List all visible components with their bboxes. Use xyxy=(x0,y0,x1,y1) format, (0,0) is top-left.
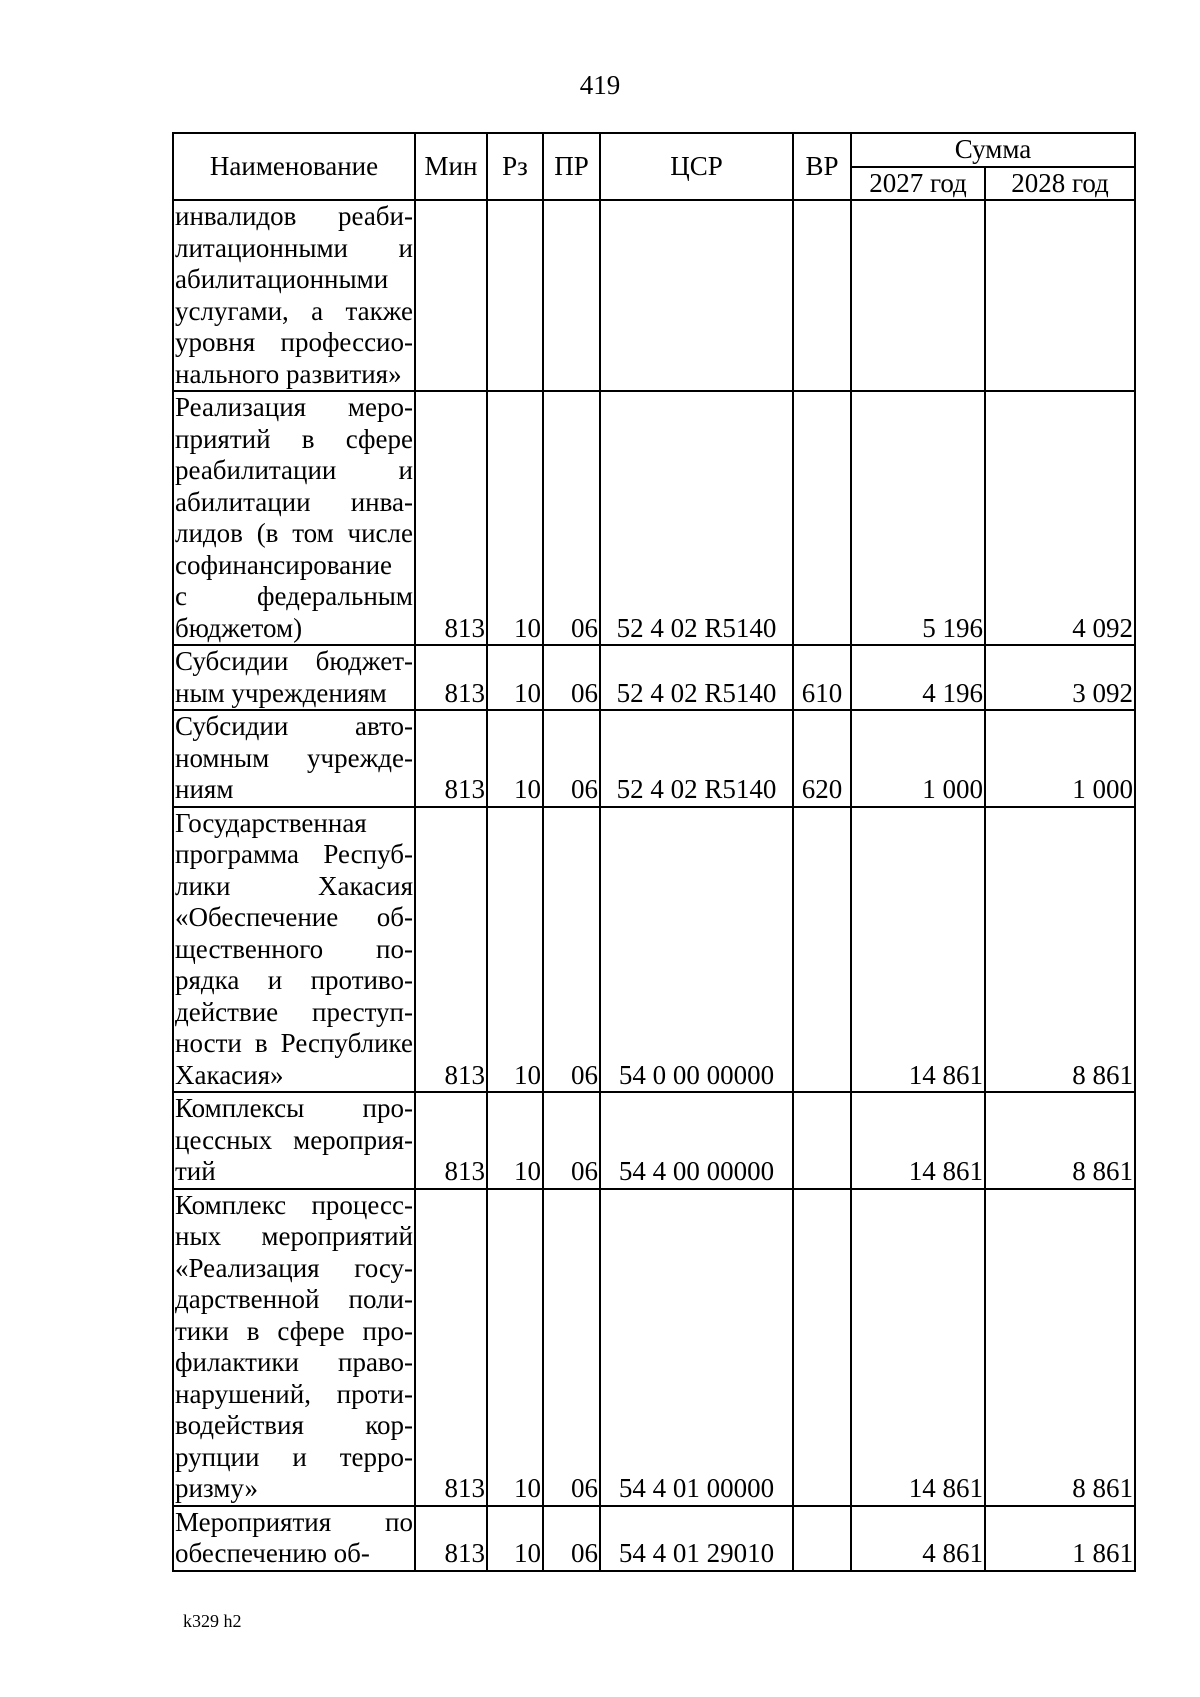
row-vr xyxy=(793,1506,851,1571)
row-name-line: с федеральным xyxy=(175,581,413,611)
row-pr: 06 xyxy=(543,645,600,710)
row-name xyxy=(173,391,415,645)
row-pr xyxy=(543,200,600,391)
header-year-2027: 2027 год xyxy=(851,167,985,201)
row-rz: 10 xyxy=(487,807,543,1093)
row-name-line: приятий в сфере xyxy=(175,423,413,454)
row-sum-2028: 8 861 xyxy=(985,1189,1135,1506)
row-name-line: нарушений, проти- xyxy=(175,1378,413,1409)
row-pr: 06 xyxy=(543,1189,600,1506)
table-row xyxy=(173,1189,1135,1506)
row-name-line: литационными и xyxy=(175,232,413,263)
row-vr xyxy=(793,1092,851,1189)
row-vr xyxy=(793,200,851,391)
row-sum-2027: 4 861 xyxy=(851,1506,985,1571)
row-pr: 06 xyxy=(543,391,600,645)
table-row xyxy=(173,645,1135,710)
header-sum: Сумма xyxy=(851,133,1135,167)
row-csr: 52 4 02 R5140 xyxy=(600,391,793,645)
row-name xyxy=(173,1092,415,1189)
row-vr xyxy=(793,807,851,1093)
row-vr xyxy=(793,1189,851,1506)
row-name xyxy=(173,807,415,1093)
row-sum-2028: 1 861 xyxy=(985,1506,1135,1571)
row-min: 813 xyxy=(415,391,487,645)
row-name xyxy=(173,645,415,710)
row-name-line: Реализация меро- xyxy=(175,392,413,422)
row-name-line: услугами, а также xyxy=(175,295,413,326)
table-row xyxy=(173,391,1135,645)
row-csr xyxy=(600,200,793,391)
row-sum-2028 xyxy=(985,200,1135,391)
row-csr: 54 4 01 00000 xyxy=(600,1189,793,1506)
row-name-line: Субсидии авто- xyxy=(175,711,413,741)
row-name-line: софинансирование xyxy=(175,549,393,580)
row-min: 813 xyxy=(415,1506,487,1571)
row-name-line: «Обеспечение об- xyxy=(175,902,413,932)
row-name-line: тики в сфере про- xyxy=(175,1315,413,1346)
row-name xyxy=(173,1506,415,1571)
row-name-line: дарственной поли- xyxy=(175,1284,413,1314)
row-rz: 10 xyxy=(487,710,543,807)
row-pr: 06 xyxy=(543,1092,600,1189)
row-csr: 52 4 02 R5140 xyxy=(600,710,793,807)
row-name-line: ным учреждениям xyxy=(175,677,387,708)
row-rz: 10 xyxy=(487,1506,543,1571)
row-name-line: ных мероприятий xyxy=(175,1221,413,1251)
row-name xyxy=(173,710,415,807)
header-row xyxy=(173,133,1135,167)
row-name xyxy=(173,200,415,391)
row-min: 813 xyxy=(415,710,487,807)
row-sum-2028: 8 861 xyxy=(985,1092,1135,1189)
row-sum-2028: 3 092 xyxy=(985,645,1135,710)
row-name-line: Комплексы про- xyxy=(175,1093,413,1123)
row-sum-2027: 4 196 xyxy=(851,645,985,710)
row-name-line: водействия кор- xyxy=(175,1410,413,1440)
row-name-line: программа Респуб- xyxy=(175,839,413,869)
row-name-line: тий xyxy=(175,1156,216,1186)
table-row xyxy=(173,1506,1135,1571)
row-min: 813 xyxy=(415,807,487,1093)
header-vr: ВР xyxy=(793,133,851,200)
row-name-line: ризму» xyxy=(175,1473,258,1503)
row-name-line: действие преступ- xyxy=(175,996,413,1027)
row-sum-2027: 14 861 xyxy=(851,807,985,1093)
table-row xyxy=(173,807,1135,1093)
row-sum-2028: 4 092 xyxy=(985,391,1135,645)
row-name-line: инвалидов реаби- xyxy=(175,201,413,231)
table-row xyxy=(173,200,1135,391)
table-body xyxy=(173,200,1135,1571)
row-name-line: лики Хакасия xyxy=(175,870,413,901)
row-sum-2027: 14 861 xyxy=(851,1189,985,1506)
row-min: 813 xyxy=(415,1189,487,1506)
row-csr: 54 4 00 00000 xyxy=(600,1092,793,1189)
row-name-line: Субсидии бюджет- xyxy=(175,646,413,676)
row-name-line: Мероприятия по xyxy=(175,1506,413,1537)
row-min: 813 xyxy=(415,645,487,710)
header-pr: ПР xyxy=(543,133,600,200)
page-number: 419 xyxy=(579,70,621,100)
row-pr: 06 xyxy=(543,1506,600,1571)
row-vr xyxy=(793,391,851,645)
row-name-line: лидов (в том числе xyxy=(175,518,413,548)
row-sum-2027 xyxy=(851,200,985,391)
header-rz: Рз xyxy=(487,133,543,200)
row-sum-2027: 1 000 xyxy=(851,710,985,807)
row-rz: 10 xyxy=(487,645,543,710)
table-row xyxy=(173,710,1135,807)
row-name-line: нального развития» xyxy=(175,358,402,389)
table-row xyxy=(173,1092,1135,1189)
header-name: Наименование xyxy=(173,133,415,200)
row-name-line: реабилитации и xyxy=(175,455,413,485)
row-vr: 620 xyxy=(793,710,851,807)
row-name-line: «Реализация госу- xyxy=(175,1252,413,1283)
row-rz: 10 xyxy=(487,1189,543,1506)
row-name-line: уровня профессио- xyxy=(175,327,413,357)
row-name-line: бюджетом) xyxy=(175,612,303,643)
row-name-line: щественного по- xyxy=(175,933,413,964)
header-csr: ЦСР xyxy=(600,133,793,200)
row-name-line: номным учрежде- xyxy=(175,742,413,773)
row-csr: 54 4 01 29010 xyxy=(600,1506,793,1571)
row-rz xyxy=(487,200,543,391)
row-name-line: рупции и терро- xyxy=(175,1441,413,1472)
row-rz: 10 xyxy=(487,391,543,645)
header-min: Мин xyxy=(415,133,487,200)
row-pr: 06 xyxy=(543,710,600,807)
row-name-line: абилитационными xyxy=(175,264,389,294)
row-name-line: обеспечению об- xyxy=(175,1538,370,1568)
row-name-line: филактики право- xyxy=(175,1347,413,1377)
row-sum-2028: 8 861 xyxy=(985,807,1135,1093)
row-name-line: ниям xyxy=(175,774,234,804)
row-min xyxy=(415,200,487,391)
row-name-line: ности в Республике xyxy=(175,1028,413,1058)
row-sum-2027: 5 196 xyxy=(851,391,985,645)
row-name-line: Комплекс процесс- xyxy=(175,1189,413,1220)
row-sum-2027: 14 861 xyxy=(851,1092,985,1189)
row-name-line: Государственная xyxy=(175,807,367,838)
row-name xyxy=(173,1189,415,1506)
row-name-line: абилитации инва- xyxy=(175,486,413,517)
row-name-line: рядка и противо- xyxy=(175,965,413,995)
row-csr: 54 0 00 00000 xyxy=(600,807,793,1093)
row-csr: 52 4 02 R5140 xyxy=(600,645,793,710)
footer-code: k329 h2 xyxy=(183,1611,242,1631)
budget-table xyxy=(172,132,1136,1572)
row-pr: 06 xyxy=(543,807,600,1093)
row-min: 813 xyxy=(415,1092,487,1189)
row-name-line: Хакасия» xyxy=(175,1059,284,1090)
row-vr: 610 xyxy=(793,645,851,710)
row-rz: 10 xyxy=(487,1092,543,1189)
header-year-2028: 2028 год xyxy=(985,167,1135,201)
row-name-line: цессных мероприя- xyxy=(175,1124,413,1155)
row-sum-2028: 1 000 xyxy=(985,710,1135,807)
